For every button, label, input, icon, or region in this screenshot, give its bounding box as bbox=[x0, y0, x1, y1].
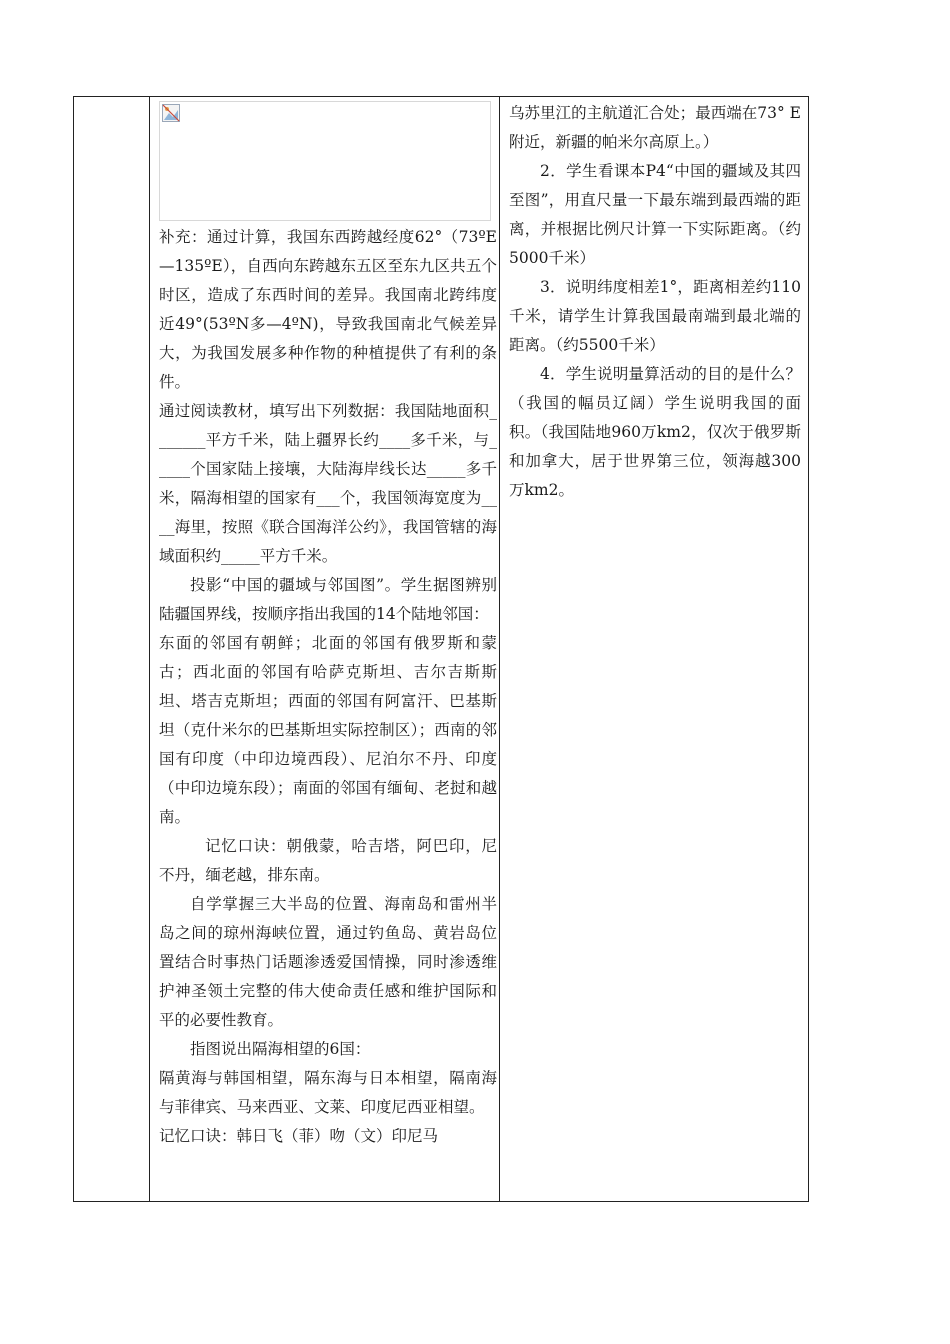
continued-paragraph: 乌苏里江的主航道汇合处；最西端在73° E附近，新疆的帕米尔高原上。） bbox=[509, 104, 801, 151]
activity-item-4: 4．学生说明量算活动的目的是什么？（我国的幅员辽阔）学生说明我国的面积。（我国陆地960万km2，仅次于俄罗斯和加拿大，居于世界第三位，领海越300万km2。 bbox=[509, 365, 801, 499]
mnemonic-paragraph-2: 记忆口诀：韩日飞（菲）吻（文）印尼马 bbox=[159, 1127, 439, 1145]
column-divider-2 bbox=[499, 97, 500, 1201]
lesson-table bbox=[73, 96, 809, 1202]
activity-item-3: 3．说明纬度相差1°，距离相差约110千米，请学生计算我国最南端到最北端的距离。（约5500千米） bbox=[509, 278, 801, 354]
projection-paragraph: 投影“中国的疆域与邻国图”。学生据图辨别陆疆国界线，按顺序指出我国的14个陆地邻国： bbox=[159, 576, 497, 623]
column-divider-1 bbox=[149, 97, 150, 1201]
student-activity-column bbox=[509, 99, 801, 505]
point-map-paragraph: 指图说出隔海相望的6国： bbox=[190, 1040, 371, 1058]
broken-image-icon bbox=[162, 104, 180, 122]
activity-item-2: 2．学生看课本P4“中国的疆域及其四至图”，用直尺量一下最东端到最西端的距离，并根据比例尺计算一下实际距离。（约5000千米） bbox=[509, 162, 801, 267]
map-image-placeholder bbox=[159, 101, 491, 221]
sea-neighbors-paragraph: 隔黄海与韩国相望，隔东海与日本相望，隔南海与菲律宾、马来西亚、文莱、印度尼西亚相望。 bbox=[159, 1069, 497, 1116]
reading-task-paragraph: 通过阅读教材，填写出下列数据：我国陆地面积_______平方千米，陆上疆界长约____多千米，与_____个国家陆上接壤，大陆海岸线长达_____多千米，隔海相望的国家有___个，我国领海宽度为____海里，按照《联合国海洋公约》，我国管辖的海域面积约_____平方千米。 bbox=[159, 402, 497, 565]
teaching-content-column bbox=[159, 99, 497, 1151]
neighbors-paragraph: 东面的邻国有朝鲜；北面的邻国有俄罗斯和蒙古；西北面的邻国有哈萨克斯坦、吉尔吉斯斯坦、塔吉克斯坦；西面的邻国有阿富汗、巴基斯坦（克什米尔的巴基斯坦实际控制区）；西南的邻国有印度（中印边境西段）、尼泊尔不丹、印度（中印边境东段）；南面的邻国有缅甸、老挝和越南。 bbox=[159, 634, 497, 826]
supplement-paragraph: 补充：通过计算，我国东西跨越经度62°（73ºE—135ºE），自西向东跨越东五区至东九区共五个时区，造成了东西时间的差异。我国南北跨纬度近49°(53ºN多—4ºN)，导致我国南北气候差异大，为我国发展多种作物的种植提供了有利的条件。 bbox=[159, 228, 497, 391]
mnemonic-paragraph-1: 记忆口诀：朝俄蒙，哈吉塔，阿巴印，尼不丹，缅老越，排东南。 bbox=[159, 837, 497, 884]
self-study-paragraph: 自学掌握三大半岛的位置、海南岛和雷州半岛之间的琼州海峡位置，通过钓鱼岛、黄岩岛位置结合时事热门话题渗透爱国情操，同时渗透维护神圣领土完整的伟大使命责任感和维护国际和平的必要性教育。 bbox=[159, 895, 497, 1029]
